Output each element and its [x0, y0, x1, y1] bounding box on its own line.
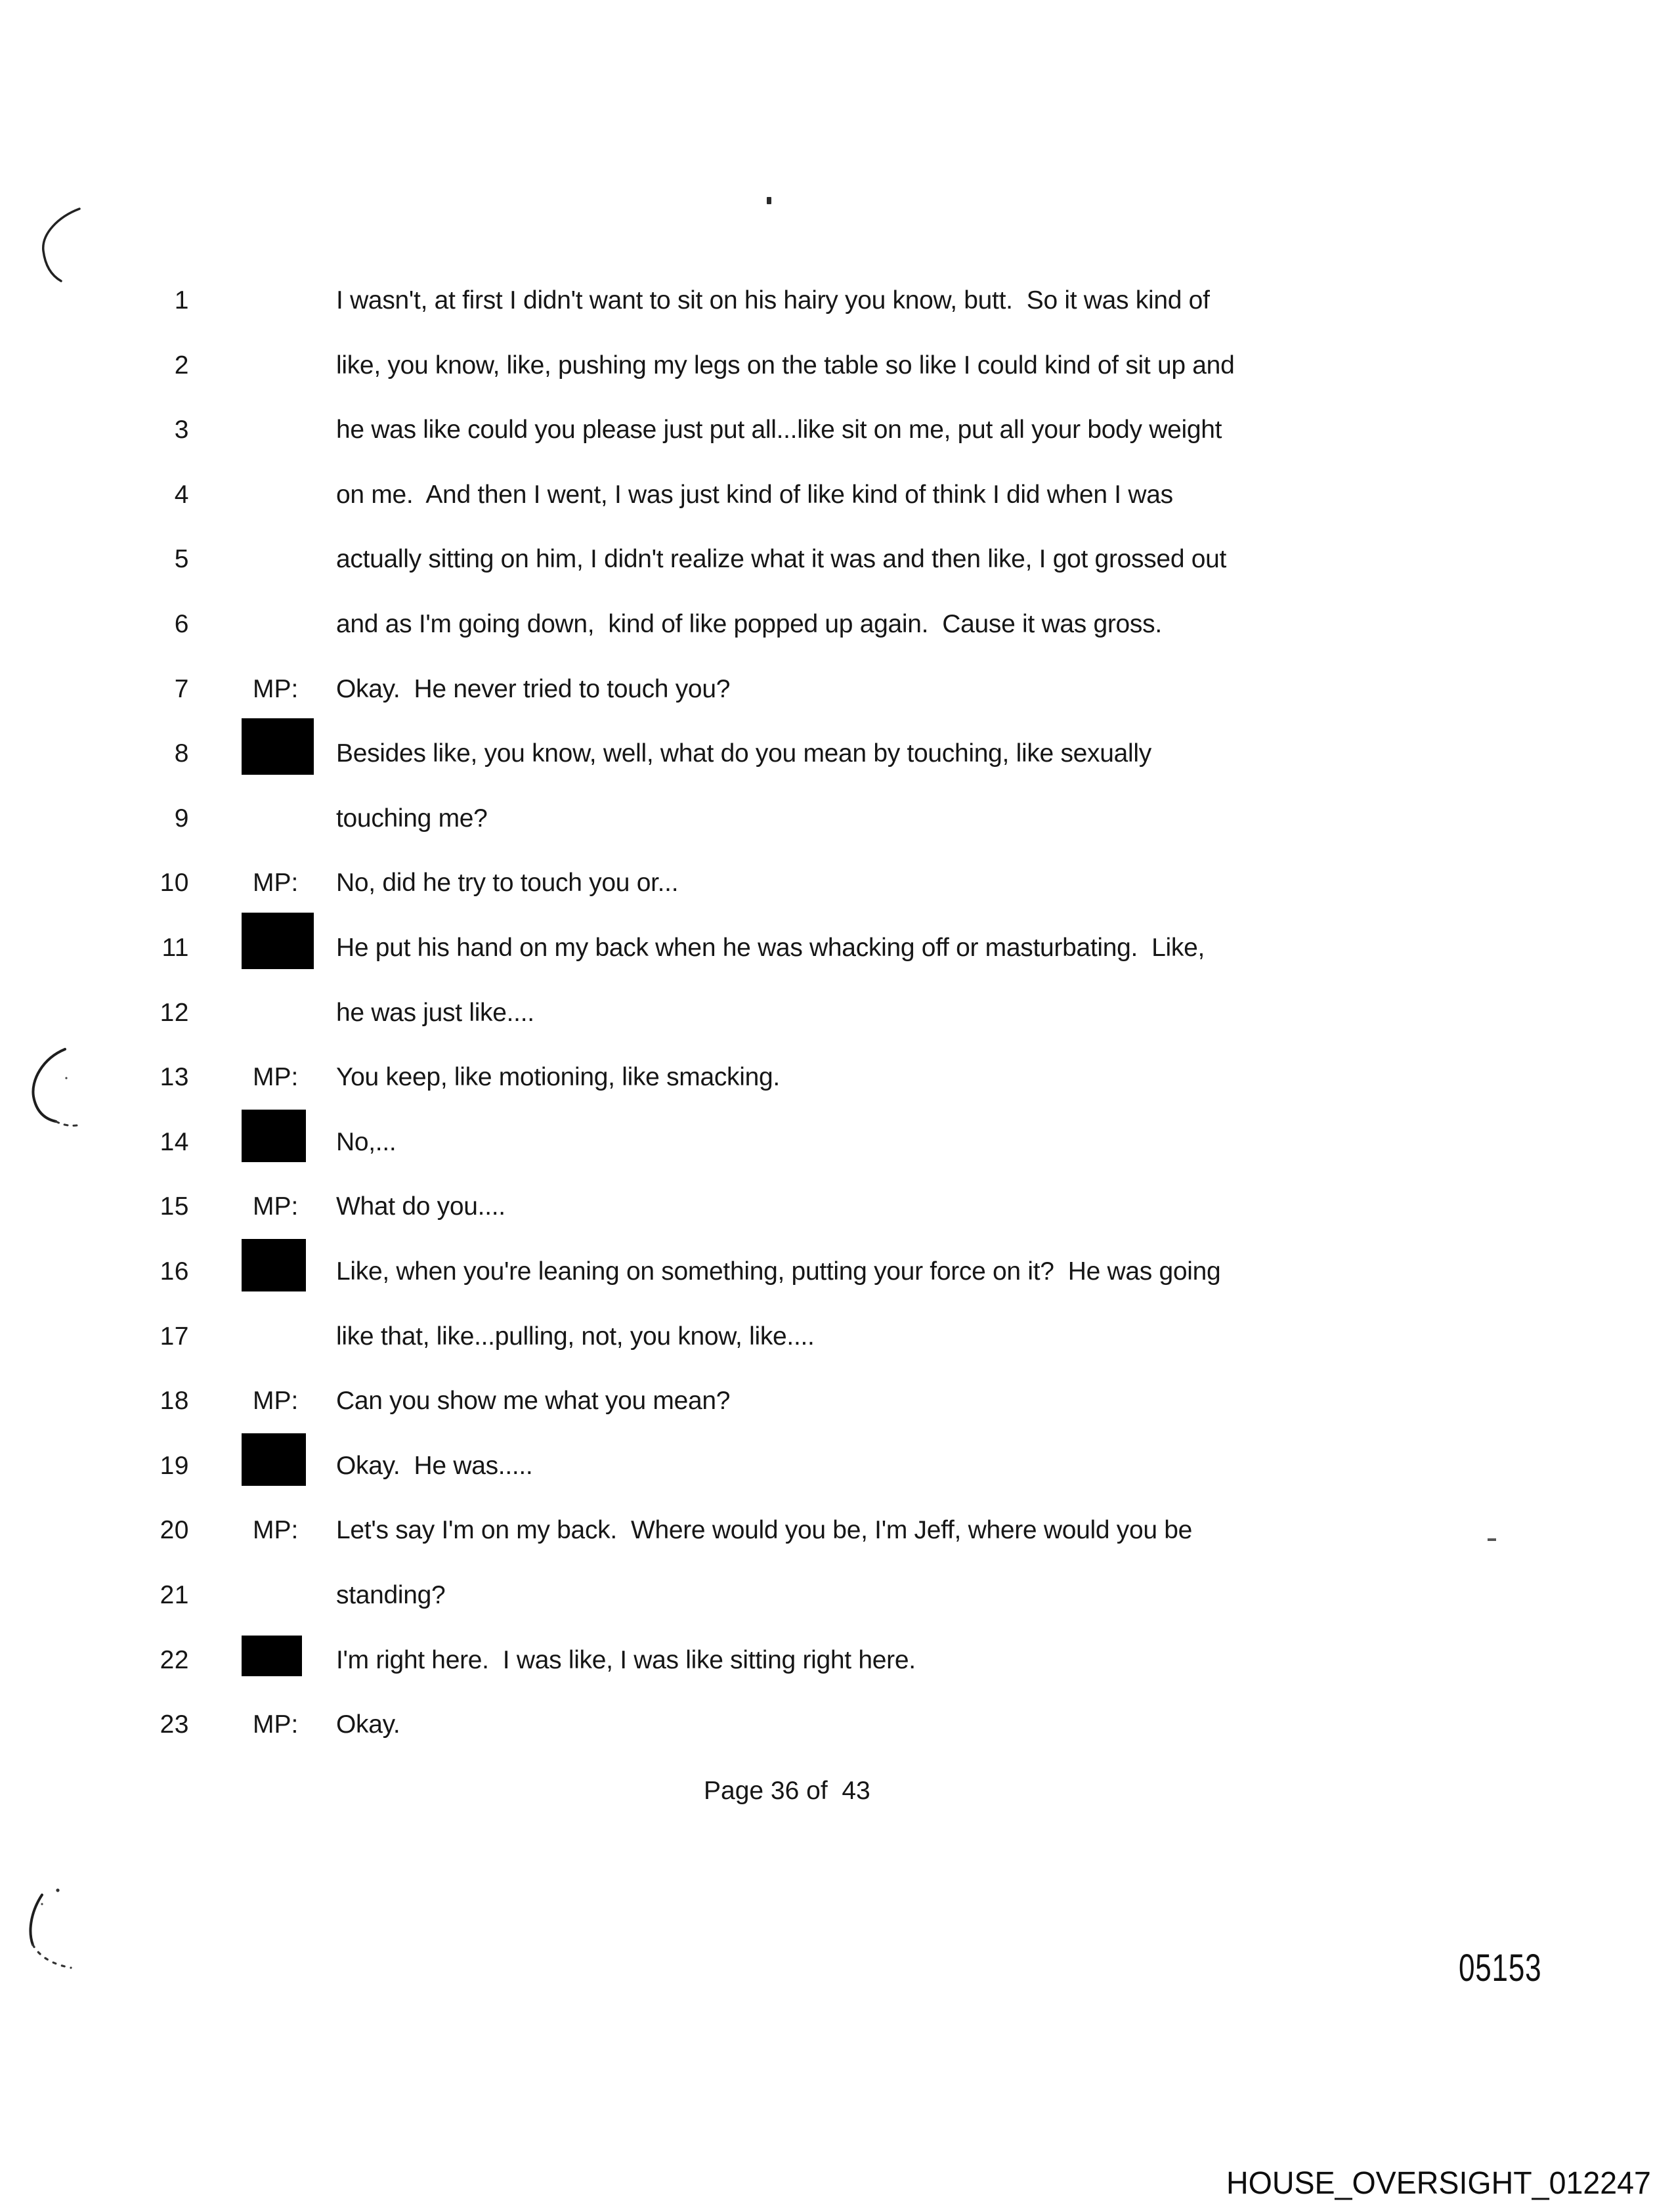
line-text: I'm right here. I was like, I was like sitting right here.	[336, 1645, 916, 1674]
line-number: 21	[160, 1581, 189, 1609]
line-number: 22	[160, 1645, 189, 1674]
line-number: 6	[174, 610, 189, 638]
line-number: 3	[174, 416, 189, 445]
line-text: Let's say I'm on my back. Where would you be, I'm Jeff, where would you be	[336, 1516, 1193, 1545]
line-number: 13	[160, 1063, 189, 1092]
line-text: No, did he try to touch you or...	[336, 869, 679, 898]
line-number: 23	[160, 1710, 189, 1739]
speaker-label: MP:	[253, 1516, 299, 1545]
line-text: like, you know, like, pushing my legs on the table so like I could kind of sit up and	[336, 351, 1235, 380]
line-text: I wasn't, at first I didn't want to sit on his hairy you know, butt. So it was kind of	[336, 286, 1210, 314]
line-number: 1	[174, 286, 189, 314]
handwritten-paren-mid-left-icon	[30, 1044, 85, 1133]
line-number: 7	[174, 674, 189, 703]
line-number: 2	[174, 351, 189, 380]
line-number: 12	[160, 998, 189, 1027]
line-number: 10	[160, 869, 189, 898]
line-number: 11	[161, 934, 189, 962]
handwritten-paren-top-left-icon	[36, 204, 89, 286]
line-text: No,...	[336, 1127, 397, 1156]
line-number: 9	[174, 804, 189, 833]
line-text: he was like could you please just put all...like sit on me, put all your body weight	[336, 416, 1222, 445]
line-text: like that, like...pulling, not, you know, like....	[336, 1322, 815, 1351]
speaker-label: MP:	[253, 1710, 299, 1739]
line-text: Can you show me what you mean?	[336, 1387, 731, 1416]
line-text: standing?	[336, 1581, 446, 1609]
line-text: on me. And then I went, I was just kind of like kind of think I did when I was	[336, 480, 1173, 509]
speaker-label: MP:	[253, 1387, 299, 1416]
line-number: 20	[160, 1516, 189, 1545]
line-number: 18	[160, 1387, 189, 1416]
line-text: What do you....	[336, 1192, 505, 1221]
line-number: 4	[174, 480, 189, 509]
line-text: he was just like....	[336, 998, 534, 1027]
line-text: He put his hand on my back when he was whacking off or masturbating. Like,	[336, 934, 1205, 962]
line-text: You keep, like motioning, like smacking.	[336, 1063, 780, 1092]
speaker-label: MP:	[253, 1192, 299, 1221]
line-text: Okay. He was.....	[336, 1451, 533, 1480]
line-text: touching me?	[336, 804, 488, 833]
stamp-control-number: 05153	[1459, 1947, 1542, 1989]
redaction-box	[242, 1110, 306, 1162]
redaction-box	[242, 1239, 306, 1291]
redaction-box	[242, 718, 314, 775]
speaker-label: MP:	[253, 674, 299, 703]
ink-speck-top-icon	[767, 197, 771, 204]
line-number: 16	[160, 1257, 189, 1286]
line-text: and as I'm going down, kind of like popped up again. Cause it was gross.	[336, 610, 1162, 638]
handwritten-paren-bottom-left-icon	[26, 1884, 79, 1973]
redaction-box	[242, 1433, 306, 1486]
redaction-box	[242, 1636, 302, 1676]
bates-number: HOUSE_OVERSIGHT_012247	[1226, 2166, 1651, 2201]
line-number: 5	[174, 545, 189, 574]
line-number: 17	[160, 1322, 189, 1351]
line-number: 19	[160, 1451, 189, 1480]
ink-speck-right-icon	[1488, 1538, 1496, 1541]
line-text: Like, when you're leaning on something, putting your force on it? He was going	[336, 1257, 1221, 1286]
line-number: 15	[160, 1192, 189, 1221]
line-text: Besides like, you know, well, what do you mean by touching, like sexually	[336, 739, 1151, 768]
speaker-label: MP:	[253, 869, 299, 898]
line-number: 14	[160, 1127, 189, 1156]
line-number: 8	[174, 739, 189, 768]
line-text: actually sitting on him, I didn't realize what it was and then like, I got grossed out	[336, 545, 1227, 574]
redaction-box	[242, 913, 314, 969]
line-text: Okay.	[336, 1710, 400, 1739]
speaker-label: MP:	[253, 1063, 299, 1092]
line-text: Okay. He never tried to touch you?	[336, 674, 731, 703]
page-number-label: Page 36 of 43	[704, 1777, 870, 1805]
